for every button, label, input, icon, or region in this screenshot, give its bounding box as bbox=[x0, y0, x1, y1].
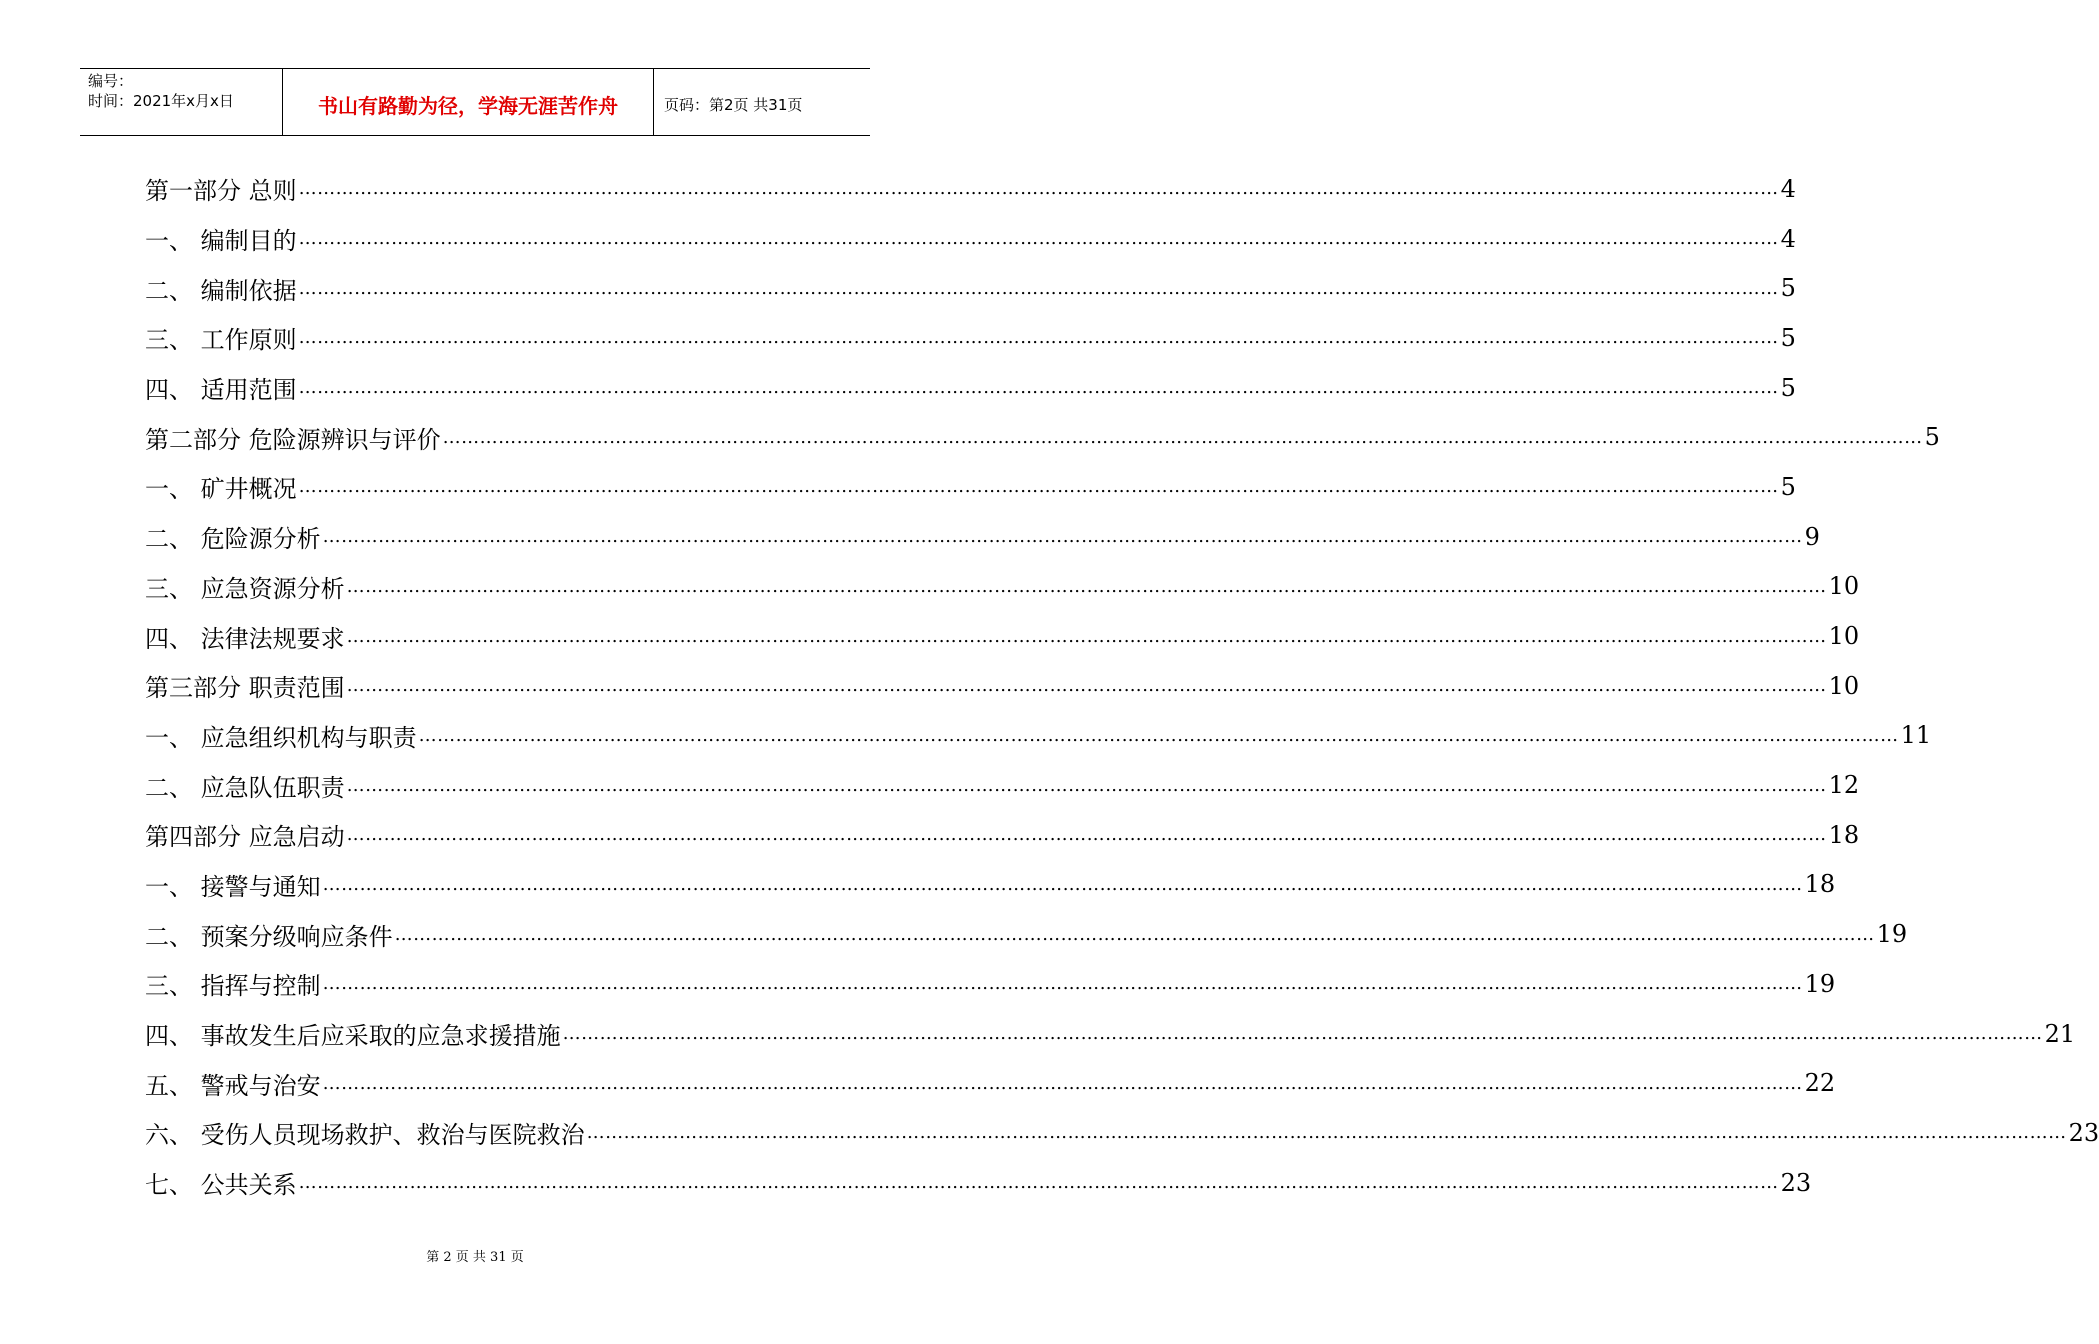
toc-entry-page: 23 bbox=[2068, 1118, 2099, 1147]
toc-entry-label: 二、 编制依据 bbox=[145, 276, 297, 305]
toc-dot-leader: …………………………………………………………………………………………………………………………………………………………………………………………………………………… bbox=[298, 178, 1779, 200]
toc-dot-leader: …………………………………………………………………………………………………………………………………………………………………………………………………………………… bbox=[298, 277, 1779, 299]
toc-entry[interactable] bbox=[145, 760, 1860, 810]
toc-entry-label: 第二部分 危险源辨识与评价 bbox=[145, 425, 441, 454]
toc-dot-leader: …………………………………………………………………………………………………………………………………………………………………………………………………………………… bbox=[322, 526, 1803, 548]
toc-entry[interactable] bbox=[145, 711, 1932, 761]
toc-entry[interactable] bbox=[145, 1058, 1836, 1108]
toc-entry-label: 二、 应急队伍职责 bbox=[145, 773, 345, 802]
toc-entry[interactable] bbox=[145, 611, 1860, 661]
time-label: 时间：2021年x月x日 bbox=[88, 92, 234, 110]
toc-entry-page: 4 bbox=[1780, 224, 1796, 253]
toc-entry-page: 9 bbox=[1804, 522, 1820, 551]
toc-entry-page: 5 bbox=[1780, 472, 1796, 501]
motto-text: 书山有路勤为径，学海无涯苦作舟 bbox=[318, 93, 618, 118]
toc-entry[interactable] bbox=[145, 1108, 2099, 1158]
page-header bbox=[80, 68, 870, 136]
toc-entry[interactable] bbox=[145, 661, 1860, 711]
toc-entry-page: 21 bbox=[2044, 1019, 2076, 1048]
toc-entry-label: 一、 接警与通知 bbox=[145, 872, 321, 901]
toc-entry-page: 12 bbox=[1828, 771, 1860, 800]
toc-dot-leader: …………………………………………………………………………………………………………………………………………………………………………………………………………………… bbox=[442, 426, 1923, 448]
toc-entry-page: 23 bbox=[1780, 1168, 1812, 1197]
toc-dot-leader: …………………………………………………………………………………………………………………………………………………………………………………………………………………… bbox=[346, 575, 1827, 597]
toc-entry[interactable] bbox=[145, 412, 1940, 462]
toc-entry[interactable] bbox=[145, 214, 1796, 264]
toc-entry[interactable] bbox=[145, 313, 1796, 363]
toc-entry[interactable] bbox=[145, 363, 1796, 413]
toc-dot-leader: …………………………………………………………………………………………………………………………………………………………………………………………………………………… bbox=[346, 625, 1827, 647]
toc-entry-label: 三、 应急资源分析 bbox=[145, 574, 345, 603]
toc-entry-label: 三、 工作原则 bbox=[145, 326, 297, 355]
toc-entry-label: 五、 警戒与治安 bbox=[145, 1071, 321, 1100]
toc-dot-leader: …………………………………………………………………………………………………………………………………………………………………………………………………………………… bbox=[346, 774, 1827, 796]
toc-entry-page: 5 bbox=[1780, 274, 1796, 303]
toc-entry-page: 5 bbox=[1780, 323, 1796, 352]
toc-entry[interactable] bbox=[145, 164, 1796, 214]
toc-dot-leader: …………………………………………………………………………………………………………………………………………………………………………………………………………………… bbox=[322, 873, 1803, 895]
toc-entry-page: 18 bbox=[1804, 870, 1836, 899]
toc-entry-label: 第三部分 职责范围 bbox=[145, 674, 345, 703]
toc-dot-leader: …………………………………………………………………………………………………………………………………………………………………………………………………………………… bbox=[298, 377, 1779, 399]
page-info: 页码：第2页 共31页 bbox=[664, 95, 803, 114]
toc-dot-leader: …………………………………………………………………………………………………………………………………………………………………………………………………………………… bbox=[322, 1072, 1803, 1094]
toc-dot-leader: …………………………………………………………………………………………………………………………………………………………………………………………………………………… bbox=[298, 228, 1779, 250]
toc-entry[interactable] bbox=[145, 1158, 1812, 1208]
table-of-contents bbox=[145, 164, 2099, 1207]
page-footer: 第 2 页 共 31 页 bbox=[426, 1250, 524, 1265]
toc-entry[interactable] bbox=[145, 512, 1820, 562]
toc-dot-leader: …………………………………………………………………………………………………………………………………………………………………………………………………………………… bbox=[298, 476, 1779, 498]
toc-entry[interactable] bbox=[145, 1009, 2076, 1059]
toc-entry[interactable] bbox=[145, 562, 1860, 612]
toc-entry-page: 18 bbox=[1828, 820, 1860, 849]
toc-entry-page: 11 bbox=[1900, 721, 1932, 750]
toc-entry-label: 一、 应急组织机构与职责 bbox=[145, 723, 417, 752]
header-page-cell bbox=[654, 69, 870, 135]
toc-entry-label: 一、 矿井概况 bbox=[145, 475, 297, 504]
toc-entry-label: 三、 指挥与控制 bbox=[145, 972, 321, 1001]
toc-entry-label: 六、 受伤人员现场救护、救治与医院救治 bbox=[145, 1121, 585, 1150]
toc-dot-leader: …………………………………………………………………………………………………………………………………………………………………………………………………………………… bbox=[418, 724, 1899, 746]
toc-dot-leader: …………………………………………………………………………………………………………………………………………………………………………………………………………………… bbox=[394, 923, 1875, 945]
toc-entry[interactable] bbox=[145, 810, 1860, 860]
toc-dot-leader: …………………………………………………………………………………………………………………………………………………………………………………………………………………… bbox=[346, 675, 1827, 697]
toc-entry-page: 5 bbox=[1924, 423, 1940, 452]
header-left-cell bbox=[80, 69, 282, 135]
toc-dot-leader: …………………………………………………………………………………………………………………………………………………………………………………………………………………… bbox=[298, 1172, 1779, 1194]
toc-entry-label: 四、 事故发生后应采取的应急求援措施 bbox=[145, 1022, 561, 1051]
toc-dot-leader: …………………………………………………………………………………………………………………………………………………………………………………………………………………… bbox=[346, 824, 1827, 846]
header-motto-cell bbox=[282, 69, 654, 135]
toc-entry-label: 二、 危险源分析 bbox=[145, 525, 321, 554]
toc-entry-label: 第四部分 应急启动 bbox=[145, 823, 345, 852]
toc-entry-label: 第一部分 总则 bbox=[145, 177, 297, 206]
toc-dot-leader: …………………………………………………………………………………………………………………………………………………………………………………………………………………… bbox=[586, 1122, 2067, 1144]
toc-entry-page: 10 bbox=[1828, 622, 1860, 651]
toc-entry-label: 四、 法律法规要求 bbox=[145, 624, 345, 653]
number-label: 编号： bbox=[88, 72, 134, 90]
toc-entry[interactable] bbox=[145, 860, 1836, 910]
toc-entry[interactable] bbox=[145, 959, 1836, 1009]
toc-entry-label: 一、 编制目的 bbox=[145, 227, 297, 256]
toc-dot-leader: …………………………………………………………………………………………………………………………………………………………………………………………………………………… bbox=[322, 973, 1803, 995]
toc-entry-page: 5 bbox=[1780, 373, 1796, 402]
toc-entry-page: 4 bbox=[1780, 174, 1796, 203]
toc-entry-page: 22 bbox=[1804, 1069, 1836, 1098]
toc-entry[interactable] bbox=[145, 462, 1796, 512]
toc-entry[interactable] bbox=[145, 263, 1796, 313]
toc-dot-leader: …………………………………………………………………………………………………………………………………………………………………………………………………………………… bbox=[562, 1023, 2043, 1045]
toc-entry-page: 19 bbox=[1876, 920, 1908, 949]
toc-entry[interactable] bbox=[145, 909, 1908, 959]
toc-entry-page: 10 bbox=[1828, 572, 1860, 601]
toc-entry-label: 七、 公共关系 bbox=[145, 1171, 297, 1200]
toc-entry-page: 10 bbox=[1828, 671, 1860, 700]
toc-entry-label: 二、 预案分级响应条件 bbox=[145, 922, 393, 951]
toc-entry-page: 19 bbox=[1804, 969, 1836, 998]
toc-dot-leader: …………………………………………………………………………………………………………………………………………………………………………………………………………………… bbox=[298, 327, 1779, 349]
toc-entry-label: 四、 适用范围 bbox=[145, 376, 297, 405]
